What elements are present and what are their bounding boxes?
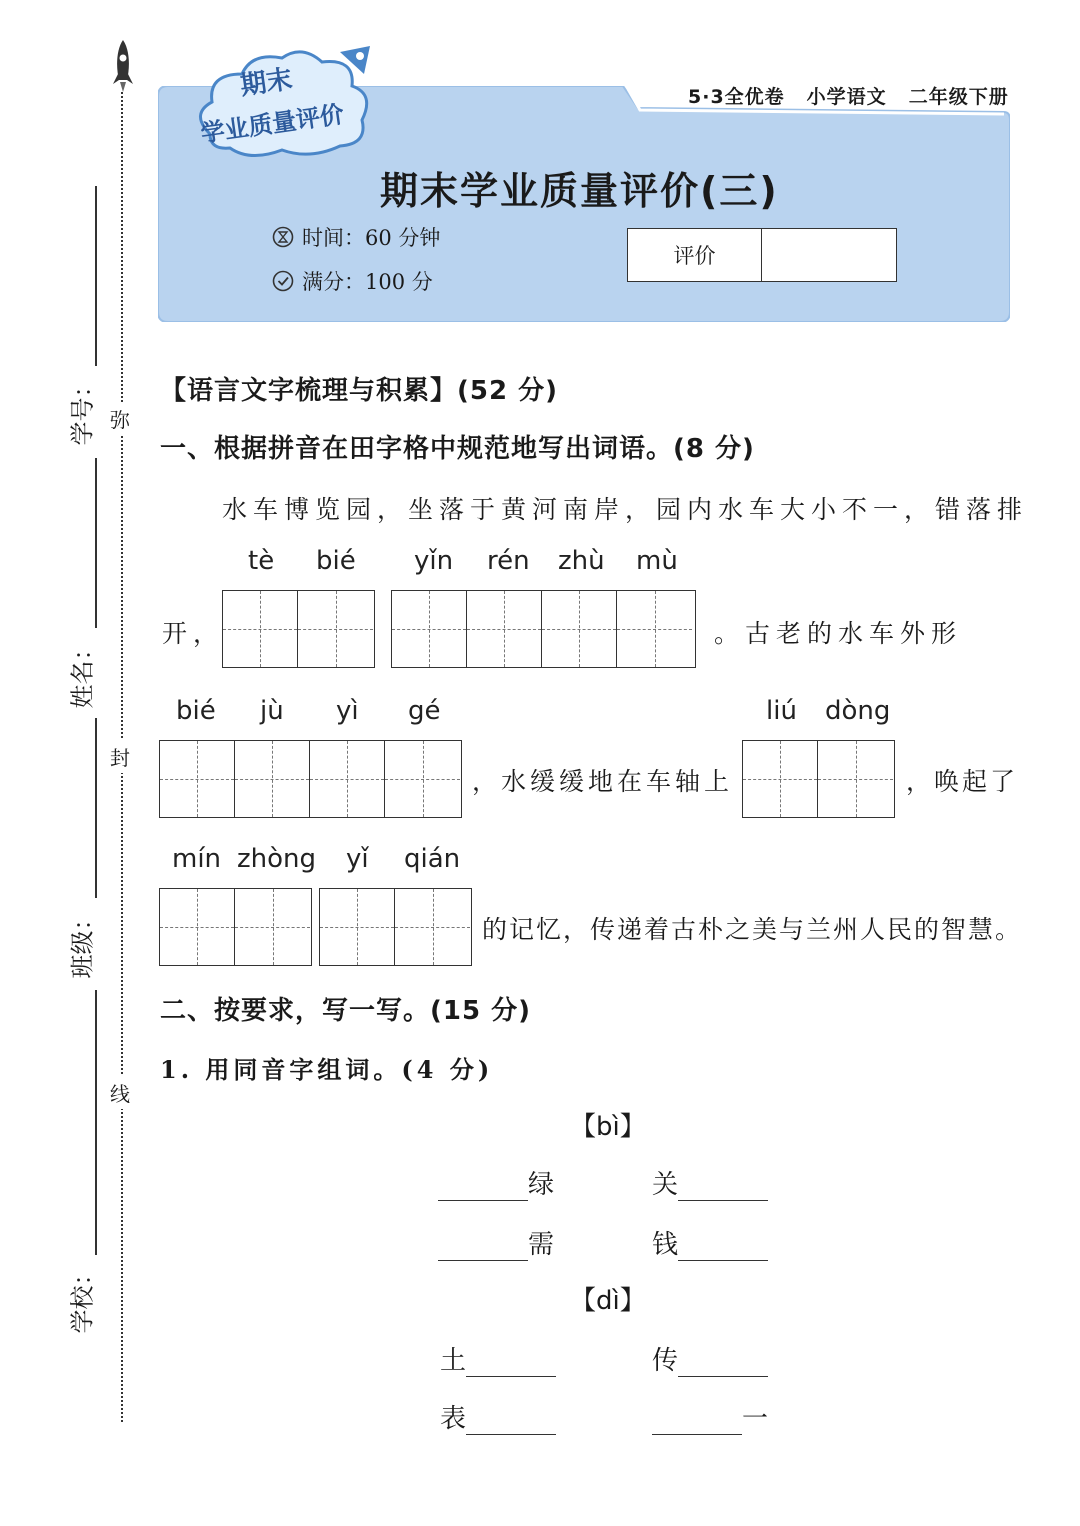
pinyin: gé (408, 696, 441, 726)
student-id-label: 学号： (68, 373, 97, 446)
pinyin: mín (172, 844, 222, 874)
given-char: 关 (652, 1170, 679, 1200)
given-char: 一 (742, 1404, 769, 1434)
pinyin: dòng (825, 696, 891, 726)
q1-text-line1: 水车博览园，坐落于黄河南岸，园内水车大小不一，错落排 (222, 495, 1029, 524)
grid-cell[interactable] (467, 591, 542, 667)
q1-text-line2-start: 开， (162, 619, 225, 648)
book-info (688, 82, 1009, 109)
grid-cell[interactable] (818, 741, 893, 817)
rocket-icon (110, 38, 136, 94)
word-blank-chuan[interactable] (652, 1340, 768, 1377)
pinyin: jù (260, 696, 284, 726)
evaluation-box (627, 228, 897, 282)
answer-grid-liudong[interactable] (742, 740, 895, 818)
school-rule[interactable] (95, 990, 97, 1255)
pinyin: zhù (558, 546, 605, 576)
score-line (272, 266, 433, 296)
student-id-rule[interactable] (95, 186, 97, 366)
given-char: 表 (440, 1404, 467, 1434)
pinyin: bié (316, 546, 356, 576)
hourglass-icon (272, 226, 294, 248)
q2-sub1: 1. 用同音字组词。(4 分) (160, 1055, 494, 1084)
answer-blank[interactable] (466, 1407, 556, 1435)
answer-blank[interactable] (678, 1173, 768, 1201)
q1-text-line4-end: 的记忆，传递着古朴之美与兰州人民的智慧。 (482, 915, 1023, 944)
class-label: 班级： (68, 906, 97, 979)
given-char: 绿 (528, 1170, 555, 1200)
time-text: 时间：60 分钟 (302, 226, 441, 250)
score-text: 满分：100 分 (302, 270, 433, 294)
page-title: 期末学业质量评价(三) (380, 169, 779, 213)
evaluation-field[interactable] (762, 229, 896, 281)
grid-cell[interactable] (235, 741, 310, 817)
binding-word-mi: 弥 (110, 402, 130, 435)
grid-cell[interactable] (160, 889, 235, 965)
given-char: 钱 (652, 1230, 679, 1260)
name-label: 姓名： (68, 636, 97, 709)
q1-text-line2-end: 。古老的水车外形 (714, 619, 963, 648)
grid-cell[interactable] (160, 741, 235, 817)
badge-title-line1: 期末 (238, 64, 295, 102)
grid-cell[interactable] (223, 591, 298, 667)
answer-grid-yiqian[interactable] (319, 888, 472, 966)
name-rule[interactable] (95, 458, 97, 628)
q2-heading: 二、按要求，写一写。(15 分) (160, 996, 531, 1026)
evaluation-label: 评价 (628, 229, 762, 281)
pinyin: qián (404, 844, 461, 874)
grid-cell[interactable] (385, 741, 460, 817)
q1-text-line3-mid: ，水缓缓地在车轴上 (472, 767, 734, 796)
sound-bi-heading: 【bì】 (570, 1112, 646, 1142)
word-blank-lu[interactable] (438, 1164, 554, 1201)
answer-grid-yinrenzhumu[interactable] (391, 590, 696, 668)
q1-heading: 一、根据拼音在田字格中规范地写出词语。(8 分) (160, 434, 755, 464)
school-label: 学校： (68, 1261, 97, 1334)
answer-grid-biejuyige[interactable] (159, 740, 462, 818)
given-char: 传 (652, 1346, 679, 1376)
grid-cell[interactable] (542, 591, 617, 667)
grid-cell[interactable] (235, 889, 310, 965)
grid-cell[interactable] (320, 889, 395, 965)
answer-blank[interactable] (652, 1407, 742, 1435)
answer-blank[interactable] (678, 1349, 768, 1377)
word-blank-guan[interactable] (652, 1164, 768, 1201)
grid-cell[interactable] (392, 591, 467, 667)
pinyin: mù (636, 546, 678, 576)
q1-text-line3-end: ，唤起了 (906, 767, 1019, 796)
grid-cell[interactable] (310, 741, 385, 817)
answer-blank[interactable] (438, 1233, 528, 1261)
word-blank-tu[interactable] (440, 1340, 556, 1377)
pinyin: bié (176, 696, 216, 726)
word-blank-xu[interactable] (438, 1224, 554, 1261)
pinyin: liú (766, 696, 797, 726)
answer-blank[interactable] (678, 1233, 768, 1261)
check-circle-icon (272, 270, 294, 292)
word-blank-qian[interactable] (652, 1224, 768, 1261)
word-blank-biao[interactable] (440, 1398, 556, 1435)
grid-cell[interactable] (395, 889, 470, 965)
answer-blank[interactable] (438, 1173, 528, 1201)
answer-grid-teb[interactable] (222, 590, 375, 668)
answer-grid-minzhong[interactable] (159, 888, 312, 966)
word-blank-yi[interactable] (652, 1398, 768, 1435)
class-rule[interactable] (95, 718, 97, 898)
binding-word-xian: 线 (110, 1076, 130, 1109)
pinyin: zhòng (237, 844, 317, 874)
part-heading: 【语言文字梳理与积累】(52 分) (160, 376, 558, 406)
given-char: 需 (528, 1230, 555, 1260)
pinyin: yǐ (346, 844, 369, 874)
given-char: 土 (440, 1346, 467, 1376)
pinyin: tè (248, 546, 275, 576)
time-line (272, 222, 440, 252)
grid-cell[interactable] (298, 591, 373, 667)
badge-title-line2: 学业质量评价 (199, 100, 346, 148)
binding-word-feng: 封 (110, 740, 130, 773)
answer-blank[interactable] (466, 1349, 556, 1377)
series-label: 5·3全优卷 (688, 86, 785, 108)
grid-cell[interactable] (617, 591, 692, 667)
pinyin: rén (487, 546, 530, 576)
grade-label: 二年级下册 (908, 86, 1009, 108)
subject-label: 小学语文 (806, 86, 887, 108)
grid-cell[interactable] (743, 741, 818, 817)
sound-di-heading: 【dì】 (570, 1286, 646, 1316)
pinyin: yì (336, 696, 359, 726)
pinyin: yǐn (414, 546, 454, 576)
